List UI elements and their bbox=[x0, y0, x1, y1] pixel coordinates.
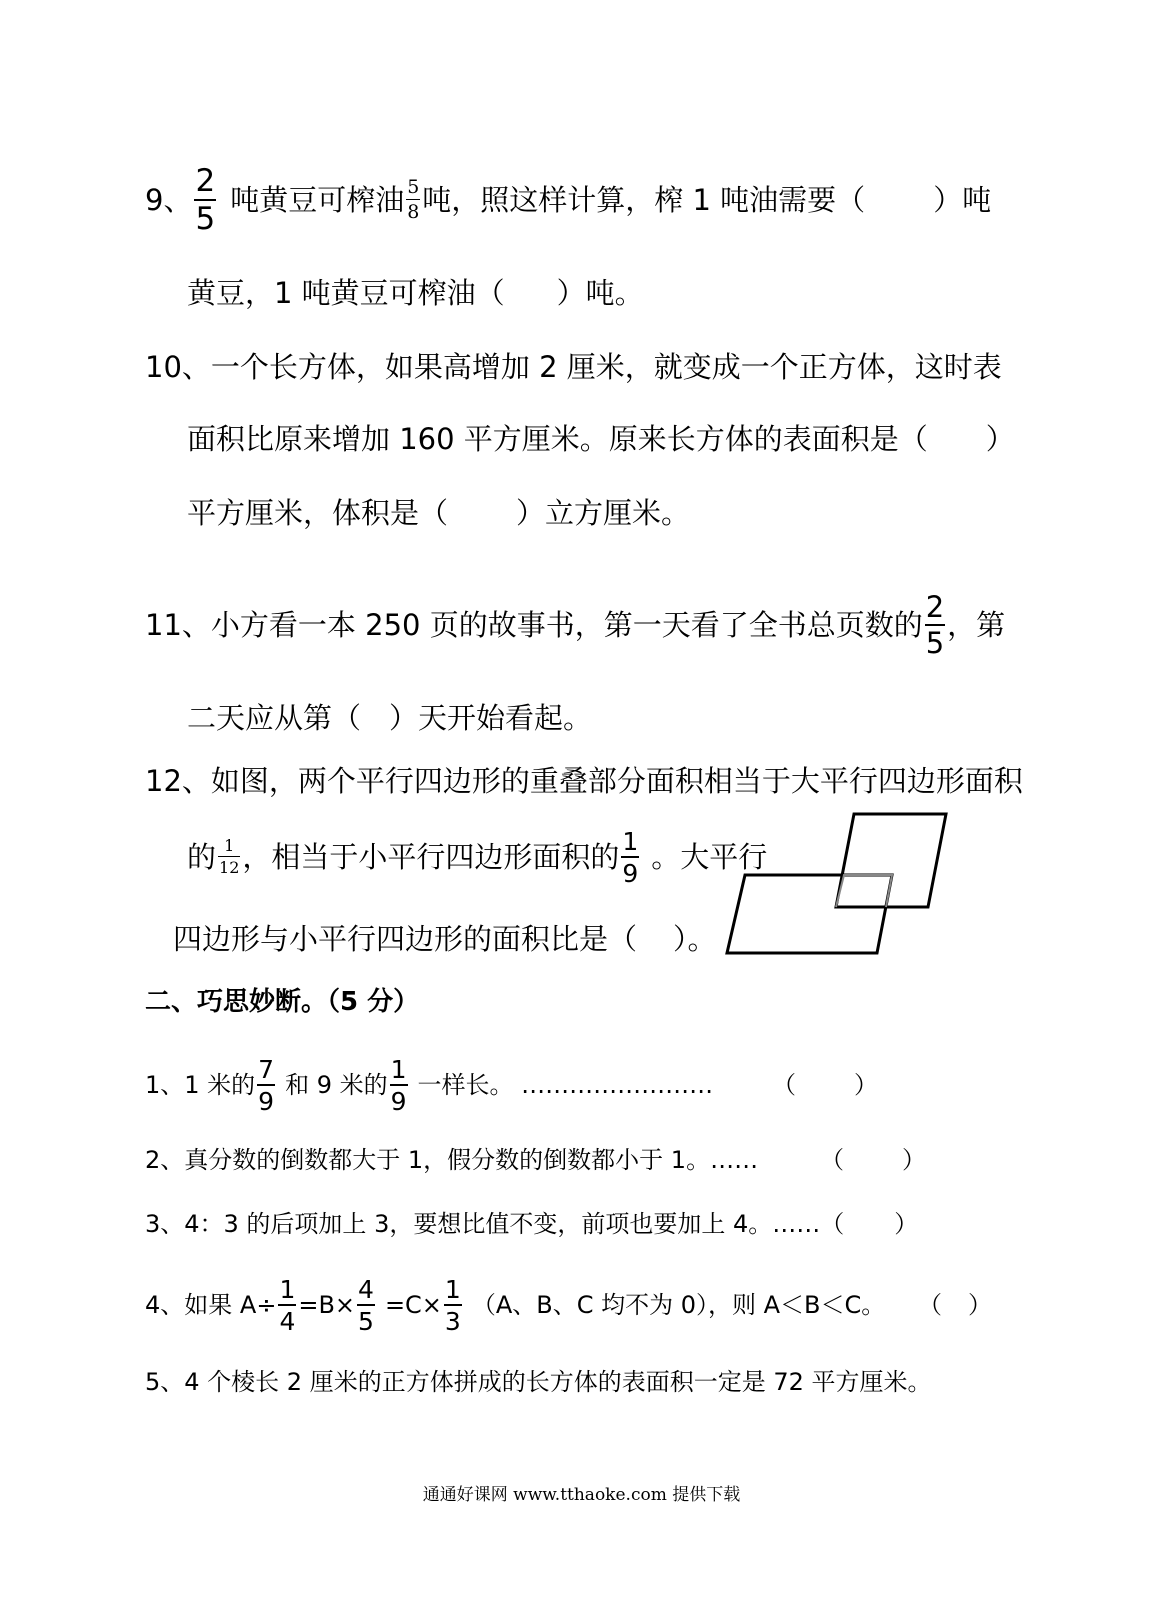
judgement-2: 2、真分数的倒数都大于 1，假分数的倒数都小于 1。…… bbox=[145, 1146, 759, 1174]
q9-fraction-1: $\frac{2}{5}$ bbox=[195, 162, 216, 237]
judgement-5: 5、4 个棱长 2 厘米的正方体拼成的长方体的表面积一定是 72 平方厘米。 bbox=[145, 1368, 932, 1396]
q9-number: 9、 bbox=[145, 182, 193, 217]
j4-fraction-1: $\frac{1}{4}$ bbox=[279, 1274, 296, 1336]
q9-fraction-2: $\frac{5}{8}$ bbox=[407, 176, 420, 223]
q12-fraction-2: $\frac{1}{9}$ bbox=[622, 826, 639, 888]
judgement-2-answer-box[interactable]: （ ） bbox=[820, 1146, 926, 1174]
parallelograms-figure bbox=[722, 804, 952, 960]
judgement-1-answer-box[interactable]: （ ） bbox=[772, 1071, 878, 1099]
q9-line1: 9、 $\frac{2}{5}$ 吨黄豆可榨油 $\frac{5}{8}$ 吨，照这样计算，榨 1 吨油需要（ ）吨 bbox=[145, 162, 992, 237]
q10-line3: 平方厘米，体积是（ ）立方厘米。 bbox=[187, 496, 691, 530]
q12-line1: 12、如图，两个平行四边形的重叠部分面积相当于大平行四边形面积 bbox=[145, 764, 1023, 798]
small-parallelogram bbox=[836, 814, 946, 907]
j1-fraction-1: $\frac{7}{9}$ bbox=[258, 1054, 275, 1116]
q12-line3: 四边形与小平行四边形的面积比是（ ）。 bbox=[173, 922, 717, 956]
j4-fraction-3: $\frac{1}{3}$ bbox=[444, 1274, 461, 1336]
q11-line1: 11、小方看一本 250 页的故事书，第一天看了全书总页数的 $\frac{2}{5}$ ，第 bbox=[145, 589, 1006, 660]
judgement-3: 3、4：3 的后项加上 3，要想比值不变，前项也要加上 4。……（ ） bbox=[145, 1210, 919, 1238]
j4-fraction-2: $\frac{4}{5}$ bbox=[358, 1274, 374, 1336]
j1-fraction-2: $\frac{1}{9}$ bbox=[390, 1054, 407, 1116]
judgement-4-answer-box[interactable]: （ ） bbox=[918, 1291, 992, 1319]
judgement-4: 4、如果 A÷ $\frac{1}{4}$ =B× $\frac{4}{5}$ =C× $\frac{1}{3}$ （A、B、C 均不为 0），则 A＜B＜C。 bbox=[145, 1274, 886, 1336]
q11-fraction: $\frac{2}{5}$ bbox=[925, 589, 945, 660]
q12-fraction-1: $\frac{1}{12}$ bbox=[219, 836, 240, 877]
q10-line1: 10、一个长方体，如果高增加 2 厘米，就变成一个正方体，这时表 bbox=[145, 350, 1002, 384]
q9-line2: 黄豆，1 吨黄豆可榨油（ ）吨。 bbox=[187, 276, 644, 310]
large-parallelogram bbox=[727, 875, 892, 953]
overlap-outline bbox=[836, 875, 892, 907]
q12-line2: 的 $\frac{1}{12}$ ，相当于小平行四边形面积的 $\frac{1}{9}$ 。大平行 bbox=[187, 826, 768, 888]
q10-line2: 面积比原来增加 160 平方厘米。原来长方体的表面积是（ ） bbox=[187, 422, 1015, 456]
judgement-1: 1、1 米的 $\frac{7}{9}$ 和 9 米的 $\frac{1}{9}$ 一样长。 …………………… bbox=[145, 1054, 714, 1116]
q11-line2: 二天应从第（ ）天开始看起。 bbox=[187, 701, 593, 735]
section-2-heading: 二、巧思妙断。（5 分） bbox=[145, 987, 420, 1017]
footer-credit: 通通好课网 www.tthaoke.com 提供下载 bbox=[422, 1485, 741, 1505]
